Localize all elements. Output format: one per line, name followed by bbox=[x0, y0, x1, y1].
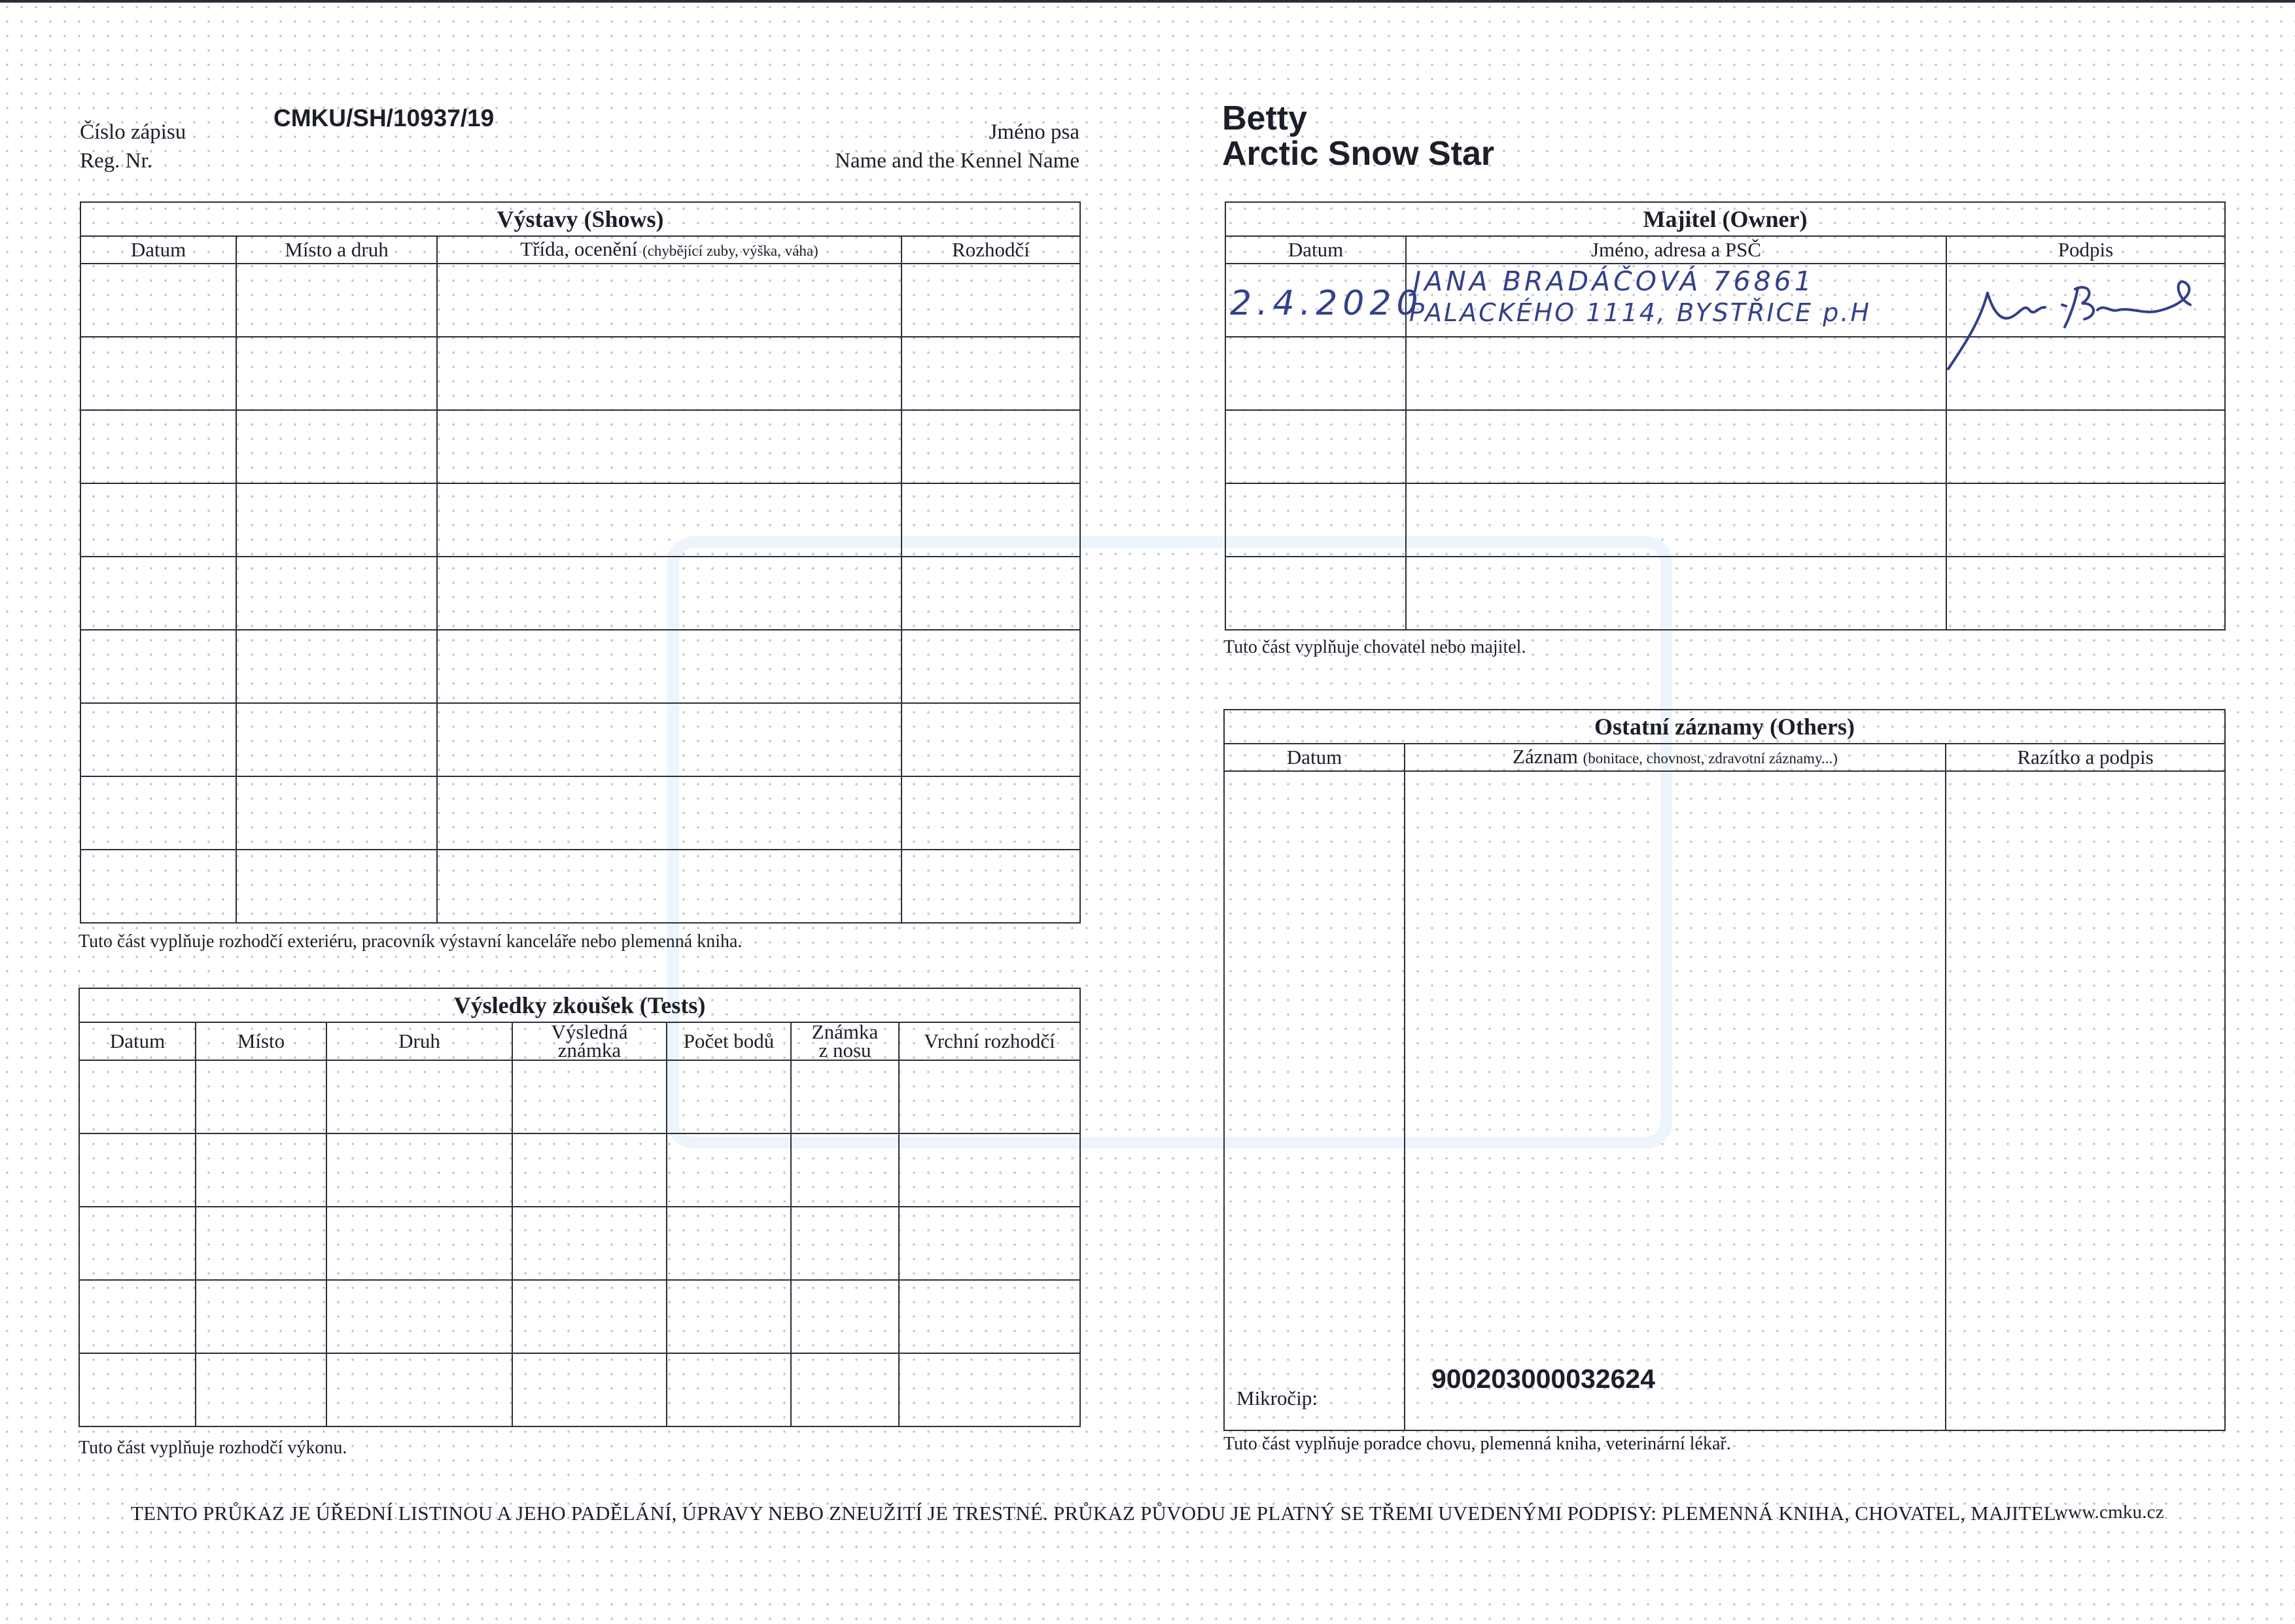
microchip-number: 900203000032624 bbox=[1431, 1364, 1656, 1394]
owner-table bbox=[1225, 201, 2226, 631]
shows-title: Výstavy (Shows) bbox=[80, 202, 1080, 236]
cell[interactable] bbox=[236, 483, 437, 557]
table-row bbox=[1224, 771, 2225, 1430]
table-row bbox=[80, 410, 1080, 483]
cell[interactable] bbox=[791, 1133, 899, 1207]
cell[interactable] bbox=[667, 1207, 791, 1280]
cell[interactable] bbox=[196, 1207, 326, 1280]
cell[interactable] bbox=[437, 264, 902, 337]
reg-number: CMKU/SH/10937/19 bbox=[273, 105, 495, 131]
cell[interactable] bbox=[437, 776, 902, 850]
dog-name-line2: Arctic Snow Star bbox=[1222, 135, 1495, 173]
cell[interactable] bbox=[80, 483, 236, 557]
cell[interactable] bbox=[902, 703, 1080, 776]
cell[interactable] bbox=[80, 776, 236, 850]
owner-entry-name-line1: JANA BRADÁČOVÁ 76861 bbox=[1413, 266, 1815, 297]
cell[interactable] bbox=[437, 483, 902, 557]
cell[interactable] bbox=[80, 337, 236, 410]
others-col-date: Datum bbox=[1224, 744, 1405, 771]
cell[interactable] bbox=[79, 1353, 196, 1426]
table-row bbox=[80, 703, 1080, 776]
cell[interactable] bbox=[902, 337, 1080, 410]
legal-footer: TENTO PRŮKAZ JE ÚŘEDNÍ LISTINOU A JEHO PADĚLÁNÍ, ÚPRAVY NEBO ZNEUŽITÍ JE TRESTNÉ. PRŮKAZ PŮVODU JE PLATNÝ SE TŘEMI UVEDENÝMI PODPISY: PLEMENNÁ KNIHA, CHOVATEL, MAJITEL. bbox=[131, 1502, 2061, 1525]
others-col-record-note: (bonitace, chovnost, zdravotní záznamy...) bbox=[1583, 750, 1838, 767]
cell[interactable] bbox=[437, 850, 902, 923]
cell[interactable] bbox=[899, 1207, 1080, 1280]
cell[interactable] bbox=[667, 1060, 791, 1133]
cell[interactable] bbox=[236, 410, 437, 483]
others-date-cell[interactable] bbox=[1224, 771, 1405, 1430]
table-row bbox=[80, 557, 1080, 630]
name-label-en: Name and the Kennel Name bbox=[835, 149, 1079, 173]
cell[interactable] bbox=[902, 850, 1080, 923]
table-row bbox=[1225, 410, 2225, 483]
owner-col-sign: Podpis bbox=[1946, 236, 2225, 264]
cell[interactable] bbox=[1946, 410, 2225, 483]
cell[interactable] bbox=[437, 410, 902, 483]
cell[interactable] bbox=[236, 776, 437, 850]
cell[interactable] bbox=[79, 1207, 196, 1280]
shows-col-class-note: (chybějící zuby, výška, váha) bbox=[642, 242, 818, 259]
dog-name-line1: Betty bbox=[1222, 99, 1308, 137]
cell[interactable] bbox=[667, 1133, 791, 1207]
tests-col-final bbox=[512, 1022, 667, 1060]
cell[interactable] bbox=[79, 1133, 196, 1207]
cell[interactable] bbox=[1946, 557, 2225, 630]
owner-name-cell[interactable] bbox=[1406, 264, 1946, 337]
table-row bbox=[1225, 557, 2225, 630]
cell[interactable] bbox=[236, 850, 437, 923]
others-record-cell[interactable] bbox=[1405, 771, 1946, 1430]
cell[interactable] bbox=[667, 1280, 791, 1353]
shows-col-class-text: Třída, ocenění bbox=[520, 237, 638, 260]
table-row bbox=[80, 337, 1080, 410]
cell[interactable] bbox=[1406, 557, 1946, 630]
cell[interactable] bbox=[512, 1060, 667, 1133]
cell[interactable] bbox=[326, 1280, 512, 1353]
cell[interactable] bbox=[236, 337, 437, 410]
cell[interactable] bbox=[437, 703, 902, 776]
cell[interactable] bbox=[902, 630, 1080, 703]
cell[interactable] bbox=[791, 1207, 899, 1280]
dog-name-label bbox=[720, 118, 1079, 175]
tests-col-nose bbox=[791, 1022, 899, 1060]
owner-sign-cell[interactable] bbox=[1946, 264, 2225, 337]
cell[interactable] bbox=[791, 1280, 899, 1353]
cell[interactable] bbox=[236, 264, 437, 337]
cell[interactable] bbox=[1225, 410, 1406, 483]
cell[interactable] bbox=[512, 1133, 667, 1207]
website-link[interactable]: www.cmku.cz bbox=[2054, 1502, 2164, 1523]
cell[interactable] bbox=[1225, 483, 1406, 557]
reg-number-label bbox=[80, 118, 186, 175]
table-row bbox=[79, 1353, 1080, 1426]
cell[interactable] bbox=[791, 1060, 899, 1133]
cell[interactable] bbox=[196, 1353, 326, 1426]
owner-col-name: Jméno, adresa a PSČ bbox=[1406, 236, 1946, 264]
cell[interactable] bbox=[1406, 410, 1946, 483]
shows-col-class bbox=[437, 236, 902, 264]
cell[interactable] bbox=[899, 1133, 1080, 1207]
shows-col-date: Datum bbox=[80, 236, 236, 264]
cell[interactable] bbox=[899, 1353, 1080, 1426]
tests-col-final-a: Výsledná bbox=[551, 1020, 628, 1043]
tests-note: Tuto část vyplňuje rozhodčí výkonu. bbox=[79, 1438, 347, 1458]
cell[interactable] bbox=[79, 1060, 196, 1133]
cell[interactable] bbox=[902, 264, 1080, 337]
cell[interactable] bbox=[196, 1280, 326, 1353]
cell[interactable] bbox=[80, 630, 236, 703]
cell[interactable] bbox=[899, 1060, 1080, 1133]
owner-note: Tuto část vyplňuje chovatel nebo majitel. bbox=[1223, 637, 1526, 657]
table-row bbox=[80, 483, 1080, 557]
tests-col-points: Počet bodů bbox=[667, 1022, 791, 1060]
others-col-record-text: Záznam bbox=[1513, 744, 1578, 768]
cell[interactable] bbox=[236, 703, 437, 776]
cell[interactable] bbox=[512, 1280, 667, 1353]
tests-col-type: Druh bbox=[326, 1022, 512, 1060]
microchip-label: Mikročip: bbox=[1236, 1387, 1318, 1409]
table-row bbox=[80, 630, 1080, 703]
owner-signature bbox=[1947, 264, 2226, 375]
tests-col-final-b: známka bbox=[557, 1039, 622, 1062]
cell[interactable] bbox=[80, 557, 236, 630]
cell[interactable] bbox=[899, 1280, 1080, 1353]
owner-entry-date: 2.4.2020 bbox=[1230, 284, 1424, 323]
owner-entry-name-line2: PALACKÉHO 1114, BYSTŘICE p.H bbox=[1409, 298, 1872, 327]
cell[interactable] bbox=[326, 1133, 512, 1207]
owner-title: Majitel (Owner) bbox=[1225, 202, 2225, 236]
cell[interactable] bbox=[902, 410, 1080, 483]
top-edge-line bbox=[0, 0, 2295, 3]
table-row bbox=[79, 1133, 1080, 1207]
shows-col-place: Místo a druh bbox=[236, 236, 437, 264]
others-title: Ostatní záznamy (Others) bbox=[1224, 710, 2225, 744]
table-row bbox=[1225, 483, 2225, 557]
cell[interactable] bbox=[1225, 337, 1406, 410]
cell[interactable] bbox=[326, 1207, 512, 1280]
table-row bbox=[80, 776, 1080, 850]
cell[interactable] bbox=[80, 850, 236, 923]
owner-date-cell[interactable] bbox=[1225, 264, 1424, 337]
cell[interactable] bbox=[437, 557, 902, 630]
cell[interactable] bbox=[437, 630, 902, 703]
tests-table bbox=[79, 988, 1081, 1427]
table-row bbox=[80, 850, 1080, 923]
owner-col-date: Datum bbox=[1225, 236, 1406, 264]
cell[interactable] bbox=[236, 557, 437, 630]
cell[interactable] bbox=[902, 776, 1080, 850]
cell[interactable] bbox=[1406, 483, 1946, 557]
cell[interactable] bbox=[902, 483, 1080, 557]
table-row bbox=[79, 1280, 1080, 1353]
cell[interactable] bbox=[236, 630, 437, 703]
others-col-stamp: Razítko a podpis bbox=[1946, 744, 2225, 771]
cell[interactable] bbox=[667, 1353, 791, 1426]
cell[interactable] bbox=[1225, 557, 1406, 630]
table-row bbox=[79, 1060, 1080, 1133]
others-col-record bbox=[1405, 744, 1946, 771]
cell[interactable] bbox=[512, 1207, 667, 1280]
shows-table bbox=[80, 201, 1081, 924]
tests-col-date: Datum bbox=[79, 1022, 196, 1060]
name-label-cs: Jméno psa bbox=[989, 120, 1079, 144]
cell[interactable] bbox=[79, 1280, 196, 1353]
shows-note: Tuto část vyplňuje rozhodčí exteriéru, pracovník výstavní kanceláře nebo plemenná kniha. bbox=[79, 931, 743, 952]
cell[interactable] bbox=[196, 1060, 326, 1133]
tests-col-nose-a: Známka bbox=[811, 1020, 879, 1043]
cell[interactable] bbox=[791, 1353, 899, 1426]
shows-col-judge: Rozhodčí bbox=[902, 236, 1080, 264]
tests-col-nose-b: z nosu bbox=[818, 1039, 871, 1062]
cell[interactable] bbox=[80, 703, 236, 776]
cell[interactable] bbox=[1406, 337, 1946, 410]
table-row bbox=[80, 264, 1080, 337]
others-note: Tuto část vyplňuje poradce chovu, plemenná kniha, veterinární lékař. bbox=[1223, 1434, 1731, 1454]
others-stamp-cell[interactable] bbox=[1946, 771, 2225, 1430]
cell[interactable] bbox=[1946, 483, 2225, 557]
cell[interactable] bbox=[437, 337, 902, 410]
cell[interactable] bbox=[902, 557, 1080, 630]
cell[interactable] bbox=[196, 1133, 326, 1207]
others-table bbox=[1223, 709, 2226, 1431]
tests-col-place: Místo bbox=[196, 1022, 326, 1060]
tests-title: Výsledky zkoušek (Tests) bbox=[79, 988, 1080, 1022]
cell[interactable] bbox=[80, 264, 236, 337]
cell[interactable] bbox=[80, 410, 236, 483]
reg-label-en: Reg. Nr. bbox=[80, 149, 152, 173]
table-row bbox=[79, 1207, 1080, 1280]
cell[interactable] bbox=[326, 1060, 512, 1133]
table-row bbox=[1225, 264, 2225, 337]
tests-col-judge: Vrchní rozhodčí bbox=[899, 1022, 1080, 1060]
dog-name bbox=[1222, 101, 1494, 171]
cell[interactable] bbox=[326, 1353, 512, 1426]
cell[interactable] bbox=[512, 1353, 667, 1426]
reg-label-cs: Číslo zápisu bbox=[80, 120, 186, 144]
